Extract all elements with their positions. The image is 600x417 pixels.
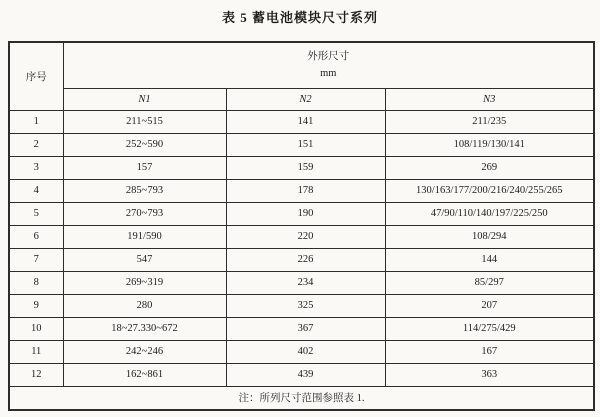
table-row <box>9 133 594 156</box>
serial-cell: 6 <box>9 225 63 248</box>
n2-cell: 178 <box>226 179 385 202</box>
n1-cell: 242~246 <box>63 340 226 363</box>
n2-cell: 325 <box>226 294 385 317</box>
serial-cell: 11 <box>9 340 63 363</box>
n2-cell: 234 <box>226 271 385 294</box>
table-row <box>9 156 594 179</box>
n1-cell: 162~861 <box>63 363 226 386</box>
n3-cell: 114/275/429 <box>385 317 594 340</box>
n1-cell: 285~793 <box>63 179 226 202</box>
table-row <box>9 179 594 202</box>
table-row <box>9 110 594 133</box>
table-note: 注：所列尺寸范围参照表 1. <box>9 386 594 410</box>
table-row <box>9 317 594 340</box>
serial-cell: 1 <box>9 110 63 133</box>
n2-cell: 439 <box>226 363 385 386</box>
n3-cell: 269 <box>385 156 594 179</box>
n2-cell: 220 <box>226 225 385 248</box>
table-row <box>9 271 594 294</box>
n1-cell: 252~590 <box>63 133 226 156</box>
n2-cell: 367 <box>226 317 385 340</box>
n2-cell: 141 <box>226 110 385 133</box>
n3-cell: 108/294 <box>385 225 594 248</box>
n1-cell: 18~27.330~672 <box>63 317 226 340</box>
serial-cell: 3 <box>9 156 63 179</box>
header-unit-label: mm <box>320 68 337 80</box>
serial-cell: 7 <box>9 248 63 271</box>
header-col-n3: N3 <box>385 88 594 110</box>
header-col-n1: N1 <box>63 88 226 110</box>
n1-cell: 157 <box>63 156 226 179</box>
serial-cell: 10 <box>9 317 63 340</box>
note-row <box>9 386 594 410</box>
n3-cell: 207 <box>385 294 594 317</box>
n3-cell: 108/119/130/141 <box>385 133 594 156</box>
table-title: 表 5 蓄电池模块尺寸系列 <box>221 10 378 25</box>
n3-cell: 167 <box>385 340 594 363</box>
n2-cell: 226 <box>226 248 385 271</box>
serial-cell: 5 <box>9 202 63 225</box>
n3-cell: 130/163/177/200/216/240/255/265 <box>385 179 594 202</box>
n3-cell: 85/297 <box>385 271 594 294</box>
table-row <box>9 363 594 386</box>
n2-cell: 402 <box>226 340 385 363</box>
table-row <box>9 248 594 271</box>
serial-cell: 8 <box>9 271 63 294</box>
serial-cell: 12 <box>9 363 63 386</box>
table-row <box>9 202 594 225</box>
header-dimension-cell <box>63 42 594 88</box>
serial-cell: 9 <box>9 294 63 317</box>
serial-cell: 2 <box>9 133 63 156</box>
n1-cell: 211~515 <box>63 110 226 133</box>
battery-module-dimension-table <box>8 41 595 411</box>
n2-cell: 190 <box>226 202 385 225</box>
n3-cell: 144 <box>385 248 594 271</box>
header-row-columns <box>9 88 594 110</box>
n2-cell: 151 <box>226 133 385 156</box>
header-col-n2: N2 <box>226 88 385 110</box>
header-serial-label: 序号 <box>9 42 63 110</box>
n1-cell: 191/590 <box>63 225 226 248</box>
n3-cell: 47/90/110/140/197/225/250 <box>385 202 594 225</box>
table-row <box>9 225 594 248</box>
table-row <box>9 340 594 363</box>
header-dimension-label: 外形尺寸 <box>307 51 350 63</box>
n1-cell: 270~793 <box>63 202 226 225</box>
n1-cell: 547 <box>63 248 226 271</box>
header-row-dimension <box>9 42 594 88</box>
n3-cell: 363 <box>385 363 594 386</box>
n3-cell: 211/235 <box>385 110 594 133</box>
n2-cell: 159 <box>226 156 385 179</box>
serial-cell: 4 <box>9 179 63 202</box>
table-row <box>9 294 594 317</box>
n1-cell: 280 <box>63 294 226 317</box>
n1-cell: 269~319 <box>63 271 226 294</box>
